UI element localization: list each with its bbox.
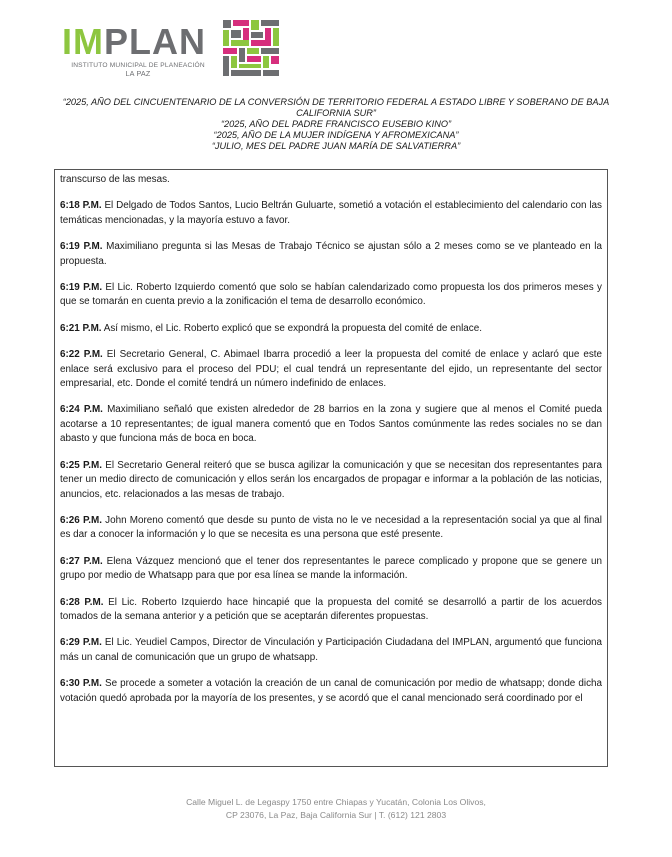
minute-entry: [60, 677, 602, 706]
minutes-content: [54, 169, 608, 767]
entry-text: Maximiliano pregunta si las Mesas de Trabajo Técnico se ajustan sólo a 2 meses como se ve planteado en la propuesta.: [60, 241, 602, 267]
entry-time: 6:28 P.M.: [60, 596, 104, 608]
entry-time: 6:26 P.M.: [60, 514, 102, 526]
entry-time: 6:25 P.M.: [60, 459, 103, 471]
entry-time: 6:18 P.M.: [60, 200, 102, 212]
minute-entry: [60, 636, 602, 665]
entry-text: John Moreno comentó que desde su punto de vista no le ve necesidad a la representación social ya que al final es dar a conocer la información y lo que se necesita es una persona que esté presente.: [60, 514, 602, 541]
entry-time: 6:21 P.M.: [60, 322, 102, 334]
minute-entry: [60, 403, 602, 446]
entry-text: El Lic. Yeudiel Campos, Director de Vinculación y Participación Ciudadana del IMPLAN, argumentó que funciona más un canal de comunicación que un grupo de whatsapp.: [60, 637, 602, 663]
entry-text: Elena Vázquez mencionó que el tener dos representantes le parece complicado y propone que se genere un grupo por medio de Whatsapp para que por esa línea se mande la información.: [60, 555, 602, 582]
implan-logo: [62, 20, 282, 84]
header-mottos: [56, 97, 616, 152]
entry-time: 6:30 P.M.: [60, 678, 102, 690]
entry-time: 6:22 P.M.: [60, 349, 103, 361]
minute-entry: [60, 240, 602, 269]
minute-entry: [60, 555, 602, 584]
logo-wordmark: IMPLAN: [62, 21, 206, 62]
minute-entry: [60, 281, 602, 310]
entry-text: El Secretario General reiteró que se busca agilizar la comunicación y que se necesitan dos representantes para tener un medio directo de comunicación y ellos serán los encargados de propagar e informar a la población de las noticias, anuncios, etc. relacionados a las mesas de trabajo.: [60, 459, 602, 500]
entry-time: 6:19 P.M.: [60, 282, 103, 294]
entry-text: Maximiliano señaló que existen alrededor de 28 barrios en la zona y sugiere que al menos el Comité pueda acotarse a 10 representantes; de igual manera comentó que en Todos Santos comúnmente las redes sociales no se dan abasto y que funciona más de boca en boca.: [60, 404, 602, 445]
footer-contact: CP 23076, La Paz, Baja California Sur | T. (612) 121 2803: [225, 809, 447, 820]
intro-paragraph: transcurso de las mesas.: [60, 174, 170, 185]
entry-text: El Lic. Roberto Izquierdo comentó que solo se habían calendarizado como propuesta los dos primeros meses y que se tomarán en cuenta previo a la zonificación el tema de desarrollo económico.: [60, 282, 602, 308]
minute-entry: [60, 322, 602, 336]
entry-time: 6:29 P.M.: [60, 637, 102, 649]
entry-text: El Lic. Roberto Izquierdo hace hincapié que la propuesta del comité se desarrolló a partir de los acuerdos tomados de la semana anterior y a petición que se aceptarán diferentes propuestas.: [60, 596, 602, 622]
page-footer: [80, 796, 592, 821]
minute-entry: [60, 348, 602, 391]
minute-entry: [60, 514, 602, 543]
logo-subtitle: INSTITUTO MUNICIPAL DE PLANEACIÓN LA PAZ: [62, 62, 214, 78]
footer-address: Calle Miguel L. de Legaspy 1750 entre Chiapas y Yucatán, Colonia Los Olivos,: [186, 797, 486, 807]
logo-city: LA PAZ: [125, 69, 151, 78]
entry-text: El Delgado de Todos Santos, Lucio Beltrán Guluarte, sometió a votación el establecimiento del calendario con las temáticas mencionadas, y la mayoría estuvo a favor.: [60, 200, 602, 226]
motto-line: “2025, AÑO DEL PADRE FRANCISCO EUSEBIO KINO”: [220, 119, 452, 129]
motto-line: “2025, AÑO DE LA MUJER INDÍGENA Y AFROMEXICANA”: [213, 130, 459, 140]
entry-time: 6:24 P.M.: [60, 404, 103, 416]
motto-line: “JULIO, MES DEL PADRE JUAN MARÍA DE SALVATIERRA”: [211, 141, 461, 151]
entry-time: 6:19 P.M.: [60, 241, 103, 253]
minute-entry: [60, 459, 602, 502]
entry-text: Así mismo, el Lic. Roberto explicó que se expondrá la propuesta del comité de enlace.: [101, 322, 482, 334]
entry-text: El Secretario General, C. Abimael Ibarra procedió a leer la propuesta del comité de enlace y aclaró que este enlace será exclusivo para el proceso del PDU; el cual tendrá un representante del ejido, un representante del sector empresarial, etc. Donde el comité tendrá un número indefinido de enlaces.: [60, 349, 602, 390]
entry-text: Se procede a someter a votación la creación de un canal de comunicación por medio de whatsapp; donde dicha votación quedó aprobada por la mayoría de los presentes, y se acordó que el canal mencionado será coordinado por el: [60, 678, 602, 704]
minute-entry: [60, 596, 602, 625]
minute-entry: [60, 199, 602, 228]
motto-line: “2025, AÑO DEL CINCUENTENARIO DE LA CONVERSIÓN DE TERRITORIO FEDERAL A ESTADO LIBRE Y SOBERANO DE BAJA CALIFORNIA SUR”: [62, 97, 610, 118]
logo-mosaic-icon: [223, 20, 279, 76]
entry-time: 6:27 P.M.: [60, 555, 103, 567]
